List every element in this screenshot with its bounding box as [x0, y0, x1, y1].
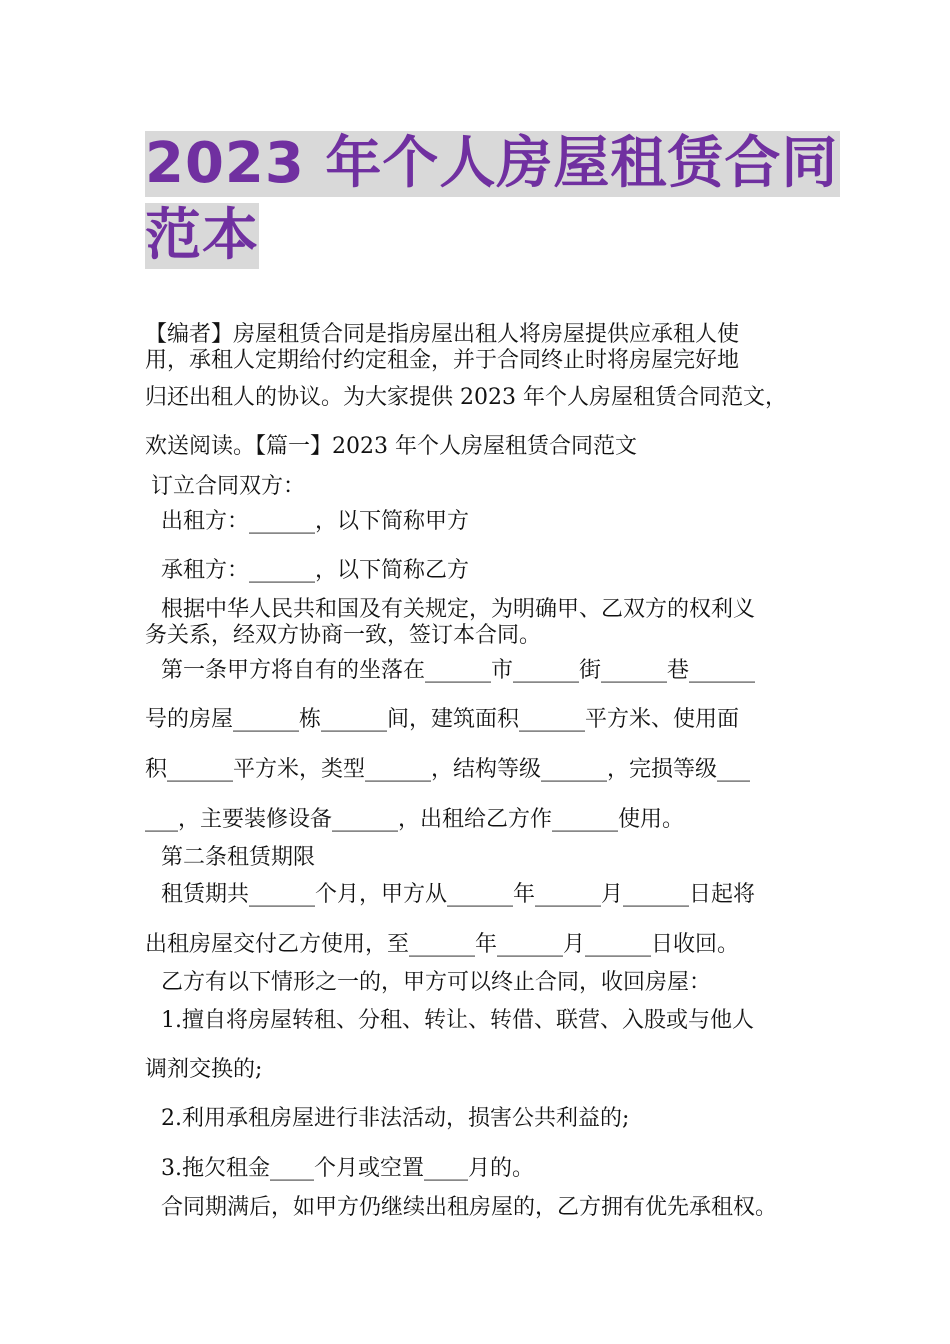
- paragraph-line: 号的房屋______栋______间，建筑面积______平方米、使用面: [145, 707, 740, 732]
- paragraph-line: 调剂交换的;: [145, 1057, 263, 1082]
- paragraph-line: 积______平方米，类型______，结构等级______，完损等级___: [145, 757, 751, 782]
- paragraph-line: 承租方：______，以下简称乙方: [161, 558, 470, 583]
- paragraph-line: 务关系，经双方协商一致，签订本合同。: [145, 623, 542, 648]
- paragraph-line: 出租方：______，以下简称甲方: [161, 509, 470, 534]
- paragraph-line: 3.拖欠租金____个月或空置____月的。: [161, 1156, 534, 1181]
- paragraph-line: 第一条甲方将自有的坐落在______市______街______巷______: [161, 658, 756, 683]
- paragraph-line: 欢送阅读。【篇一】2023 年个人房屋租赁合同范文: [145, 434, 637, 459]
- paragraph-line: 1.擅自将房屋转租、分租、转让、转借、联营、入股或与他人: [161, 1008, 754, 1033]
- paragraph-line: 用，承租人定期给付约定租金，并于合同终止时将房屋完好地: [145, 348, 740, 373]
- paragraph-line: 第二条租赁期限: [161, 845, 316, 870]
- paragraph-line: 归还出租人的协议。为大家提供 2023 年个人房屋租赁合同范文，: [145, 385, 787, 410]
- paragraph-line: 出租房屋交付乙方使用，至______年______月______日收回。: [145, 932, 740, 957]
- paragraph-line: 根据中华人民共和国及有关规定，为明确甲、乙双方的权利义: [161, 597, 756, 622]
- paragraph-line: 【编者】房屋租赁合同是指房屋出租人将房屋提供应承租人使: [145, 322, 740, 347]
- document-title-line-1: 2023 年个人房屋租赁合同: [145, 131, 839, 196]
- paragraph-line: 租赁期共______个月，甲方从______年______月______日起将: [161, 882, 756, 907]
- paragraph-line: ___，主要装修设备______，出租给乙方作______使用。: [145, 807, 685, 832]
- paragraph-line: 订立合同双方：: [151, 474, 306, 499]
- paragraph-line: 乙方有以下情形之一的，甲方可以终止合同，收回房屋：: [161, 970, 712, 995]
- paragraph-line: 合同期满后，如甲方仍继续出租房屋的，乙方拥有优先承租权。: [161, 1195, 778, 1220]
- paragraph-line: 2.利用承租房屋进行非法活动，损害公共利益的;: [161, 1106, 630, 1131]
- document-title-line-2: 范本: [145, 203, 259, 268]
